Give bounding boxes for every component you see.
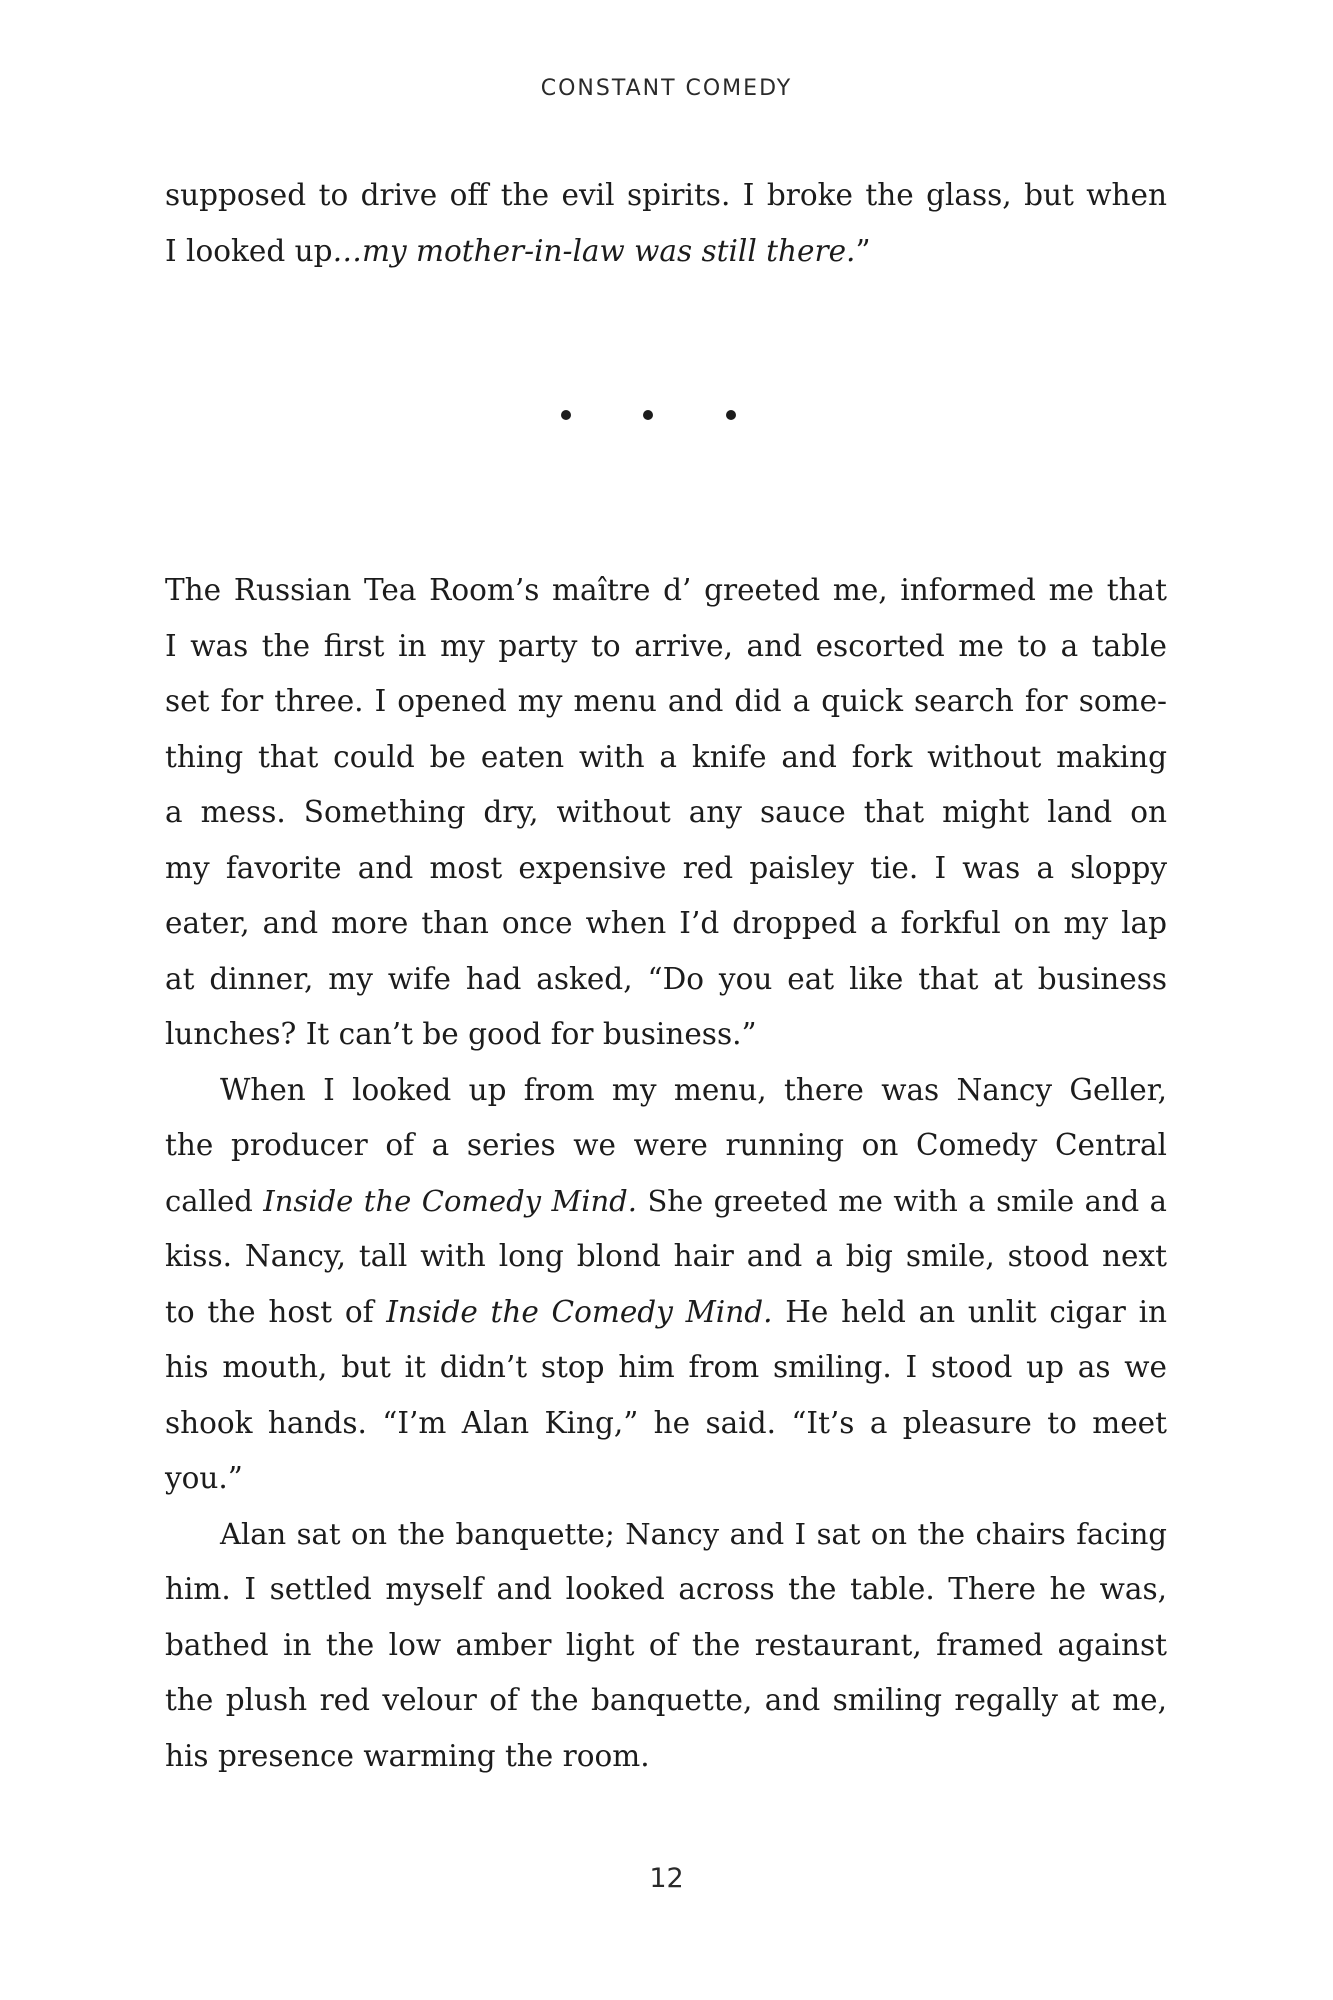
text-line: my favorite and most expensive red paisley tie. I was a sloppy [165, 850, 1167, 885]
text-line: the plush red velour of the banquette, and smiling regally at me, [165, 1683, 1167, 1717]
text-line: eater, and more than once when I’d dropped a forkful on my lap [165, 906, 1167, 940]
text-run: She greeted me with a smile and a [636, 1183, 1167, 1218]
text-run: I looked up [165, 233, 333, 268]
text-line: his mouth, but it didn’t stop him from smiling. I stood up as we [165, 1350, 1167, 1384]
paragraph-3 [165, 1507, 1167, 1785]
text-run: called [165, 1183, 264, 1218]
running-head: CONSTANT COMEDY [540, 76, 793, 101]
italic-text-run: …my mother-in-law was still there. [332, 233, 856, 268]
text-line: him. I settled myself and looked across the table. There he was, [165, 1572, 1167, 1606]
text-line: supposed to drive off the evil spirits. I broke the glass, but when [165, 178, 1167, 212]
text-line: Alan sat on the banquette; Nancy and I sat on the chairs facing [220, 1516, 1167, 1551]
text-run: to the host of [165, 1294, 387, 1329]
ornament-dot [561, 410, 571, 420]
paragraph-1 [165, 563, 1167, 1063]
text-run: He held an unlit cigar in [772, 1294, 1168, 1329]
text-line: lunches? It can’t be good for business.” [165, 1017, 757, 1051]
text-line: When I looked up from my menu, there was Nancy Geller, [220, 1072, 1167, 1107]
text-run: ” [855, 233, 871, 268]
book-title-italic: Inside the Comedy Mind. [386, 1294, 773, 1329]
ornament-dot [643, 410, 653, 420]
opening-paragraph-continuation [165, 168, 1167, 279]
text-line: his presence warming the room. [165, 1738, 650, 1773]
text-line: at dinner, my wife had asked, “Do you eat like that at business [165, 961, 1167, 996]
page-number: 12 [649, 1863, 684, 1894]
text-line [165, 1285, 1167, 1341]
text-line: set for three. I opened my menu and did a quick search for some- [165, 684, 1167, 718]
ornament-dot [726, 410, 736, 420]
text-line: The Russian Tea Room’s maître d’ greeted me, informed me that [165, 573, 1167, 607]
text-line [165, 1174, 1167, 1230]
section-break [0, 407, 1333, 427]
text-line: kiss. Nancy, tall with long blond hair and a big smile, stood next [165, 1239, 1167, 1273]
text-line: shook hands. “I’m Alan King,” he said. “It’s a pleasure to meet [165, 1405, 1167, 1440]
text-line: a mess. Something dry, without any sauce that might land on [165, 795, 1167, 829]
text-line: thing that could be eaten with a knife and fork without making [165, 739, 1167, 774]
paragraph-2 [165, 1063, 1167, 1507]
main-text [165, 563, 1167, 1784]
text-line: you.” [165, 1461, 243, 1495]
text-line [165, 224, 1167, 280]
text-line: bathed in the low amber light of the restaurant, framed against [165, 1627, 1167, 1662]
text-line: I was the first in my party to arrive, and escorted me to a table [165, 628, 1167, 663]
book-title-italic: Inside the Comedy Mind. [263, 1183, 637, 1218]
text-line: the producer of a series we were running on Comedy Central [165, 1128, 1167, 1162]
